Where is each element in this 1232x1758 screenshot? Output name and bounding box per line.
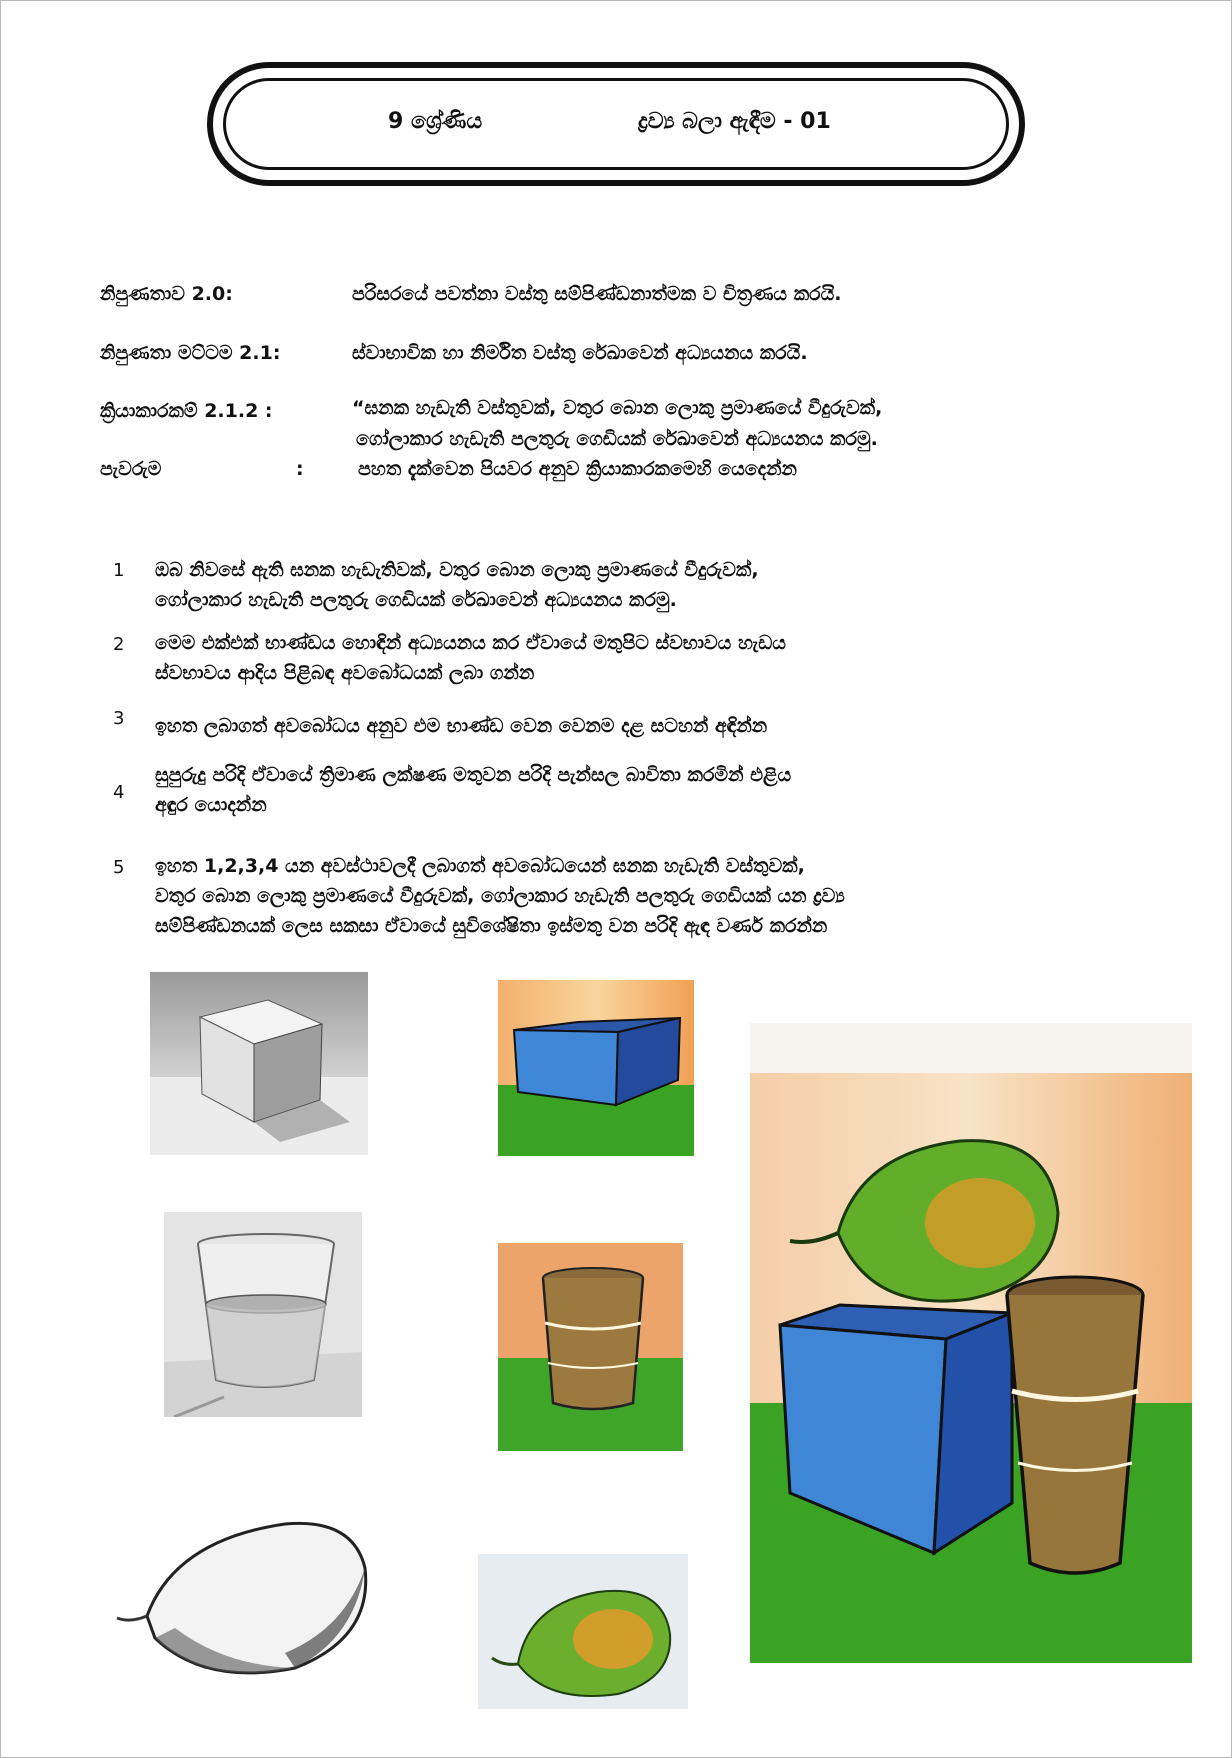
assignment-colon: : [296, 458, 304, 480]
competency-level-label: නිපුණතා මට්ටම 2.1: [100, 342, 281, 364]
activity-label: ක්‍රියාකාරකම් 2.1.2 : [100, 400, 273, 422]
step-text [155, 628, 786, 688]
activity-value-line1: “ඝනක හැඩැති වස්තුවක්, වතුර බොන ලොකු ප්‍රමාණයේ වීදුරුවක්, [352, 397, 883, 419]
step-number: 5 [113, 857, 125, 878]
step-line: ඔබ නිවසේ ඇති ඝනක හැඩැතිවක්, වතුර බොන ලොකු ප්‍රමාණයේ වීදුරුවක්, [155, 559, 759, 581]
step-number: 3 [113, 708, 125, 729]
step-text [155, 711, 767, 741]
step-number: 1 [113, 560, 125, 581]
assignment-value: පහත දැක්වෙන පියවර අනුව ක්‍රියාකාරකමෙහි යෙදෙන්න [358, 458, 797, 480]
step-line: ඉහත ලබාගත් අවබෝධය අනුව එම භාණ්ඩ වෙන වෙනම දළ සටහන් අඳින්න [155, 715, 768, 737]
pencil-mango-sketch-image [115, 1488, 373, 1688]
step-line: ගෝලාකාර හැඩැති පලතුරු ගෙඩියක් රේඛාවෙන් අධ්‍යයනය කරමු. [155, 589, 677, 611]
pastel-mango-drawing-image [478, 1554, 688, 1709]
grade-label: 9 ශ්‍රේණිය [388, 109, 483, 134]
step-line: ඉහත 1,2,3,4 යන අවස්ථාවලදී ලබාගත් අවබෝධයෙන් ඝනක හැඩැති වස්තුවක්, [155, 855, 805, 877]
competency-value: පරිසරයේ පවත්නා වස්තු සම්පිණ්ඩනාත්මක ව චිත්‍රණය කරයි. [352, 283, 842, 305]
step-number: 4 [113, 782, 125, 803]
step-line: ස්වභාවය ආදිය පිළිබඳ අවබෝධයක් ලබා ගන්න [155, 662, 535, 684]
step-line: සම්පිණ්ඩනයක් ලෙස සකසා ඒවායේ සුවිශේෂිතා ඉස්මතු වන පරිදි ඇඳ වර්ණ කරන්න [155, 915, 828, 937]
step-text [155, 760, 791, 820]
competency-label: නිපුණතාව 2.0: [100, 283, 233, 305]
assignment-label: පැවරුම [100, 458, 162, 480]
competency-level-value: ස්වාභාවික හා නිර්මිත වස්තු රේඛාවෙන් අධ්‍යයනය කරයි. [352, 342, 808, 364]
step-line: මෙම එක්එක් භාණ්ඩය හොඳින් අධ්‍යයනය කර ඒවායේ මතුපිට ස්වභාවය හැඩය [155, 632, 786, 654]
subject-title: ද්‍රව්‍ය බලා ඇඳීම - 01 [638, 109, 831, 134]
title-box-inner-border [223, 78, 1009, 170]
step-line: අඳුර යොදන්න [155, 794, 267, 816]
pastel-cube-drawing-image [498, 980, 694, 1156]
pencil-cube-sketch-image [150, 972, 368, 1155]
title-box [207, 62, 1025, 186]
pastel-composition-drawing-image [750, 1023, 1192, 1663]
step-text [155, 851, 845, 941]
pastel-glass-drawing-image [498, 1243, 683, 1451]
step-text [155, 555, 759, 615]
activity-value-line2: ගෝලාකාර හැඩැති පලතුරු ගෙඩියක් රේඛාවෙන් අධ්‍යයනය කරමු. [356, 428, 878, 450]
pencil-glass-sketch-image [164, 1212, 362, 1417]
step-line: වතුර බොන ලොකු ප්‍රමාණයේ වීදුරුවක්, ගෝලාකාර හැඩැති පලතුරු ගෙඩියක් යන ද්‍රව්‍ය [155, 885, 845, 907]
step-line: සුපුරුදු පරිදි ඒවායේ ත්‍රිමාණ ලක්ෂණ මතුවන පරිදි පැන්සල බාවිතා කරමින් එළිය [155, 764, 792, 786]
step-number: 2 [113, 634, 125, 655]
